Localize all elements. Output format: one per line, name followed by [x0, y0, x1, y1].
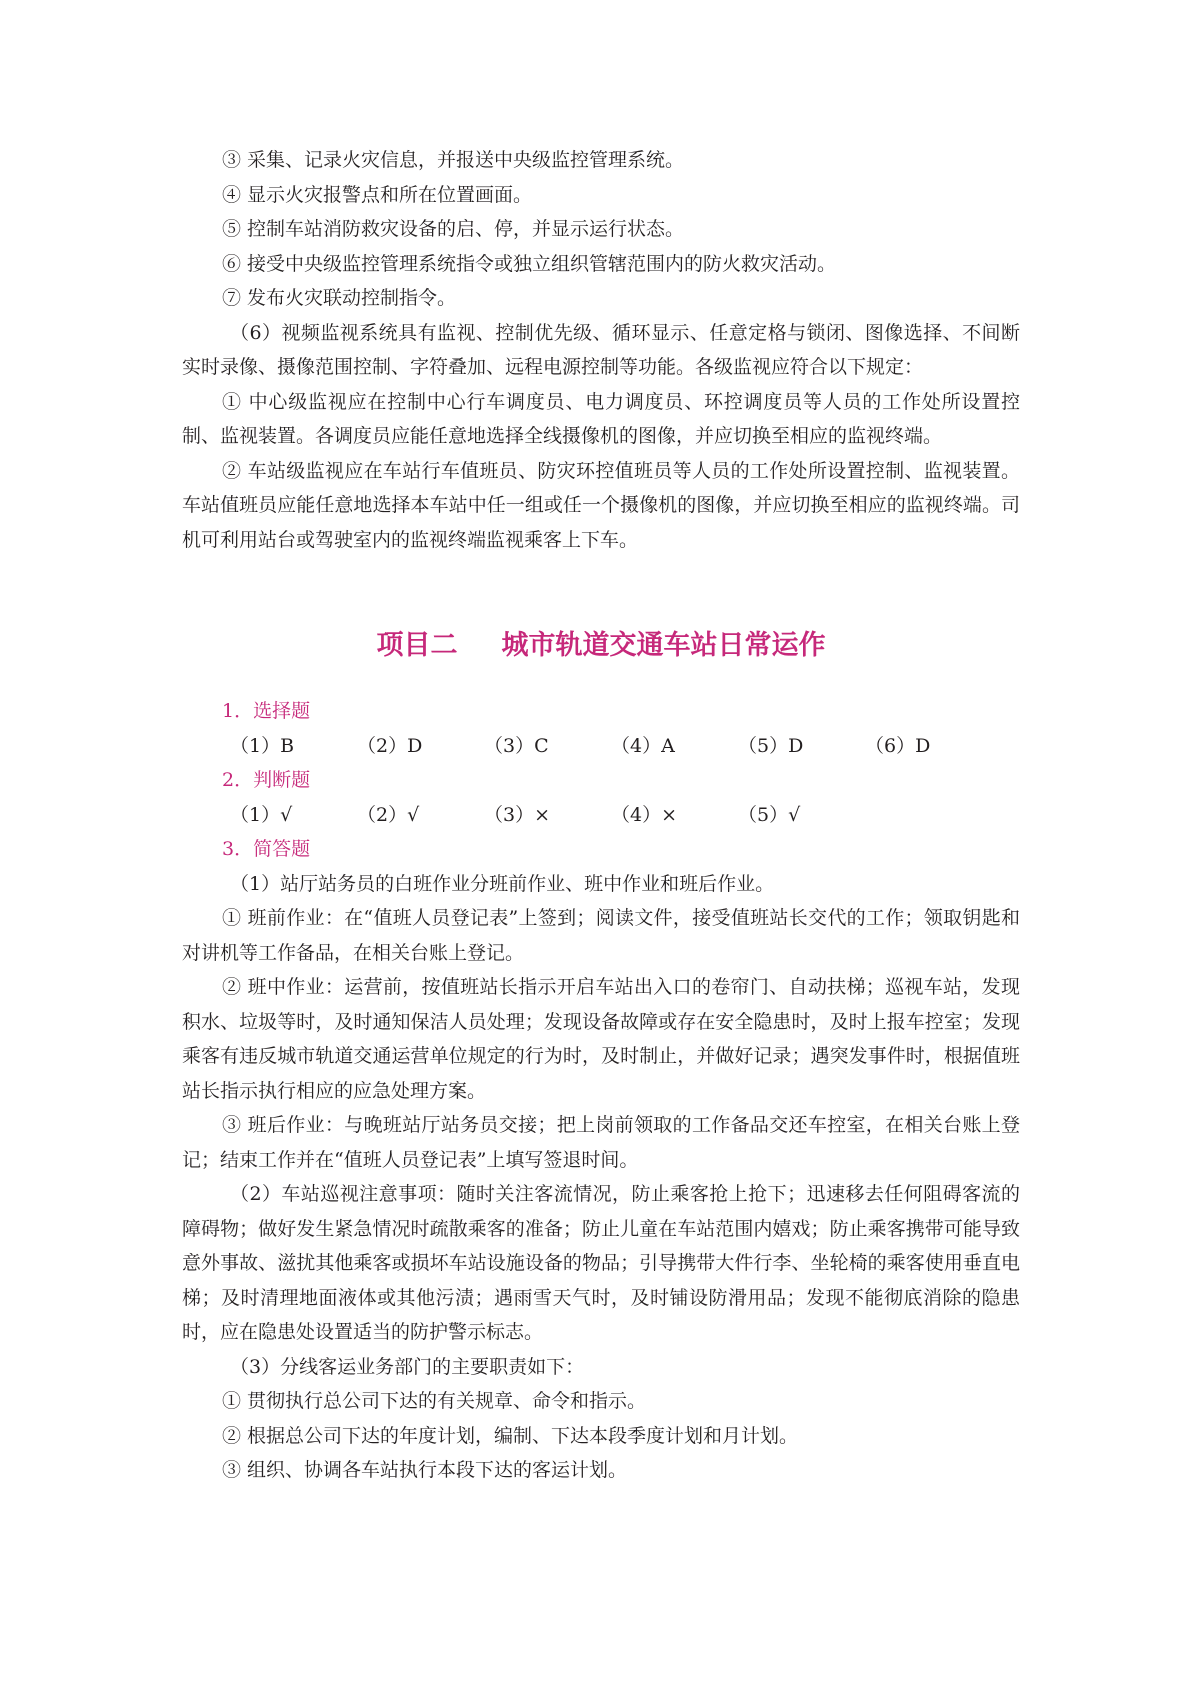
choice-answers — [182, 729, 1020, 764]
answer-item: （1）B — [230, 734, 295, 757]
answer-item: （1）√ — [230, 803, 293, 826]
paragraph-center-monitoring: ① 中心级监视应在控制中心行车调度员、电力调度员、环控调度员等人员的工作处所设置控制、监视装置。各调度员应能任意地选择全线摄像机的图像，并应切换至相应的监视终端。 — [182, 390, 1020, 447]
list-item: ⑦ 发布火灾联动控制指令。 — [222, 287, 457, 309]
judge-heading: 2．判断题 — [222, 769, 311, 791]
judge-answers — [182, 798, 1020, 833]
paragraph-q3-intro: （3）分线客运业务部门的主要职责如下： — [230, 1355, 585, 1378]
list-item: ④ 显示火灾报警点和所在位置画面。 — [222, 183, 533, 206]
paragraph-station-monitoring: ② 车站级监视应在车站行车值班员、防灾环控值班员等人员的工作处所设置控制、监视装置。车站值班员应能任意地选择本车站中任一组或任一个摄像机的图像，并应切换至相应的监视终端。司机可利用站台或驾驶室内的监视终端监视乘客上下车。 — [182, 459, 1020, 551]
list-item: ① 贯彻执行总公司下达的有关规章、命令和指示。 — [222, 1390, 647, 1412]
paragraph-q1-before-shift: ① 班前作业：在“值班人员登记表”上签到；阅读文件，接受值班站长交代的工作；领取钥匙和对讲机等工作备品，在相关台账上登记。 — [182, 907, 1020, 964]
list-item: ⑥ 接受中央级监控管理系统指令或独立组织管辖范围内的防火救灾活动。 — [222, 252, 837, 275]
answer-item: （6）D — [865, 734, 931, 757]
list-item: ⑤ 控制车站消防救灾设备的启、停，并显示运行状态。 — [222, 218, 685, 240]
section-title-text: 城市轨道交通车站日常运作 — [501, 630, 826, 661]
paragraph-video-monitoring: （6）视频监视系统具有监视、控制优先级、循环显示、任意定格与锁闭、图像选择、不间断实时录像、摄像范围控制、字符叠加、远程电源控制等功能。各级监视应符合以下规定： — [182, 321, 1020, 378]
answer-item: （4）A — [611, 734, 675, 757]
paragraph-q2-patrol: （2）车站巡视注意事项：随时关注客流情况，防止乘客抢上抢下；迅速移去任何阻碍客流的障碍物；做好发生紧急情况时疏散乘客的准备；防止儿童在车站范围内嬉戏；防止乘客携带可能导致意外事故、滋扰其他乘客或损坏车站设施设备的物品；引导携带大件行李、坐轮椅的乘客使用垂直电梯；及时清理地面液体或其他污渍；遇雨雪天气时，及时铺设防滑用品；发现不能彻底消除的隐患时，应在隐患处设置适当的防护警示标志。 — [182, 1183, 1020, 1343]
list-item: ② 根据总公司下达的年度计划，编制、下达本段季度计划和月计划。 — [222, 1424, 799, 1447]
answer-item: （5）D — [738, 734, 804, 757]
list-item: ③ 采集、记录火灾信息，并报送中央级监控管理系统。 — [222, 149, 685, 171]
answer-item: （2）D — [357, 734, 423, 757]
page-content — [182, 143, 1020, 1481]
paragraph-q1-during-shift: ② 班中作业：运营前，按值班站长指示开启车站出入口的卷帘门、自动扶梯；巡视车站，发现积水、垃圾等时，及时通知保洁人员处理；发现设备故障或存在安全隐患时，及时上报车控室；发现乘客有违反城市轨道交通运营单位规定的行为时，及时制止，并做好记录；遇突发事件时，根据值班站长指示执行相应的应急处理方案。 — [182, 976, 1020, 1102]
section-project-two — [182, 630, 1020, 1488]
answer-item: （3）C — [484, 734, 549, 757]
choice-heading: 1．选择题 — [222, 700, 311, 722]
section-title — [182, 616, 1020, 676]
answer-item: （4）× — [611, 803, 678, 826]
list-item: ③ 组织、协调各车站执行本段下达的客运计划。 — [222, 1459, 628, 1481]
answer-item: （2）√ — [357, 803, 420, 826]
paragraph-q1-intro: （1）站厅站务员的白班作业分班前作业、班中作业和班后作业。 — [230, 872, 775, 895]
section-title-number: 项目二 — [376, 630, 458, 661]
answer-item: （5）√ — [738, 803, 801, 826]
paragraph-q1-after-shift: ③ 班后作业：与晚班站厅站务员交接；把上岗前领取的工作备品交还车控室，在相关台账上登记；结束工作并在“值班人员登记表”上填写签退时间。 — [182, 1114, 1020, 1171]
short-answer-heading: 3．简答题 — [222, 838, 311, 860]
answer-item: （3）× — [484, 803, 551, 826]
